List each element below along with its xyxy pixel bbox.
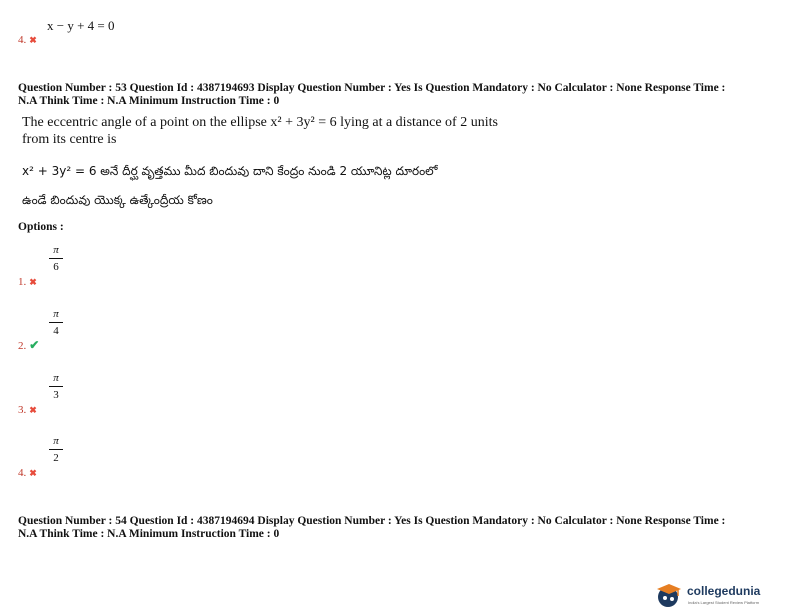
fraction-bar [49,322,63,323]
option-number: 4. [18,467,27,479]
question-54-meta [18,515,778,541]
prev-option-equation: x − y + 4 = 0 [47,18,115,33]
meta-line-1: Question Number : 53 Question Id : 4387194693 Display Question Number : Yes Is Question Mandatory : No Calculator : None Response Time : [18,82,726,94]
fraction-bar [49,386,63,387]
prev-option-4 [18,30,37,48]
question-53-text-te-line-1: x² + 3y² = 6 అనే దీర్ఘ వృత్తము మీద బిందువు దాని కేంద్రం నుండి 2 యూనిట్ల దూరంలో [22,164,438,178]
wrong-mark-icon: ✖ [29,277,37,287]
question-53-text-en [22,114,498,148]
wrong-mark-icon: ✖ [29,468,37,478]
question-53-text-te-line-2: ఉండే బిందువు యొక్క ఉత్కేంద్రీయ కోణం [22,193,213,207]
option-4[interactable] [18,463,37,481]
option-3[interactable] [18,400,37,418]
option-number: 1. [18,276,27,288]
logo-name: collegedunia [687,584,761,598]
meta-line-1: Question Number : 54 Question Id : 4387194694 Display Question Number : Yes Is Question Mandatory : No Calculator : None Response Time : [18,515,726,527]
fraction-bar [49,449,63,450]
fraction-denominator: 6 [53,261,59,273]
option-1[interactable] [18,272,37,290]
option-4-fraction [49,435,63,464]
correct-mark-icon: ✔ [29,338,40,352]
wrong-mark-icon: ✖ [29,35,37,45]
fraction-numerator: π [53,308,59,320]
collegedunia-logo [655,580,790,610]
logo-tagline: India's Largest Student Review Platform [688,600,760,605]
question-text-line-2: from its centre is [22,132,117,147]
graduation-cap-logo-icon [655,582,683,608]
meta-line-2: N.A Think Time : N.A Minimum Instruction Time : 0 [18,95,280,107]
options-label: Options : [18,221,64,233]
fraction-denominator: 2 [53,452,59,464]
question-53-meta [18,82,778,108]
option-2[interactable] [18,336,39,354]
fraction-numerator: π [53,435,59,447]
option-3-fraction [49,372,63,401]
question-text-line-1: The eccentric angle of a point on the ellipse x² + 3y² = 6 lying at a distance of 2 units [22,115,498,130]
option-number: 2. [18,340,27,352]
fraction-numerator: π [53,244,59,256]
fraction-bar [49,258,63,259]
wrong-mark-icon: ✖ [29,405,37,415]
fraction-denominator: 3 [53,389,59,401]
fraction-numerator: π [53,372,59,384]
option-number: 4. [18,34,27,46]
option-number: 3. [18,404,27,416]
option-1-fraction [49,244,63,273]
option-2-fraction [49,308,63,337]
meta-line-2: N.A Think Time : N.A Minimum Instruction Time : 0 [18,528,280,540]
fraction-denominator: 4 [53,325,59,337]
